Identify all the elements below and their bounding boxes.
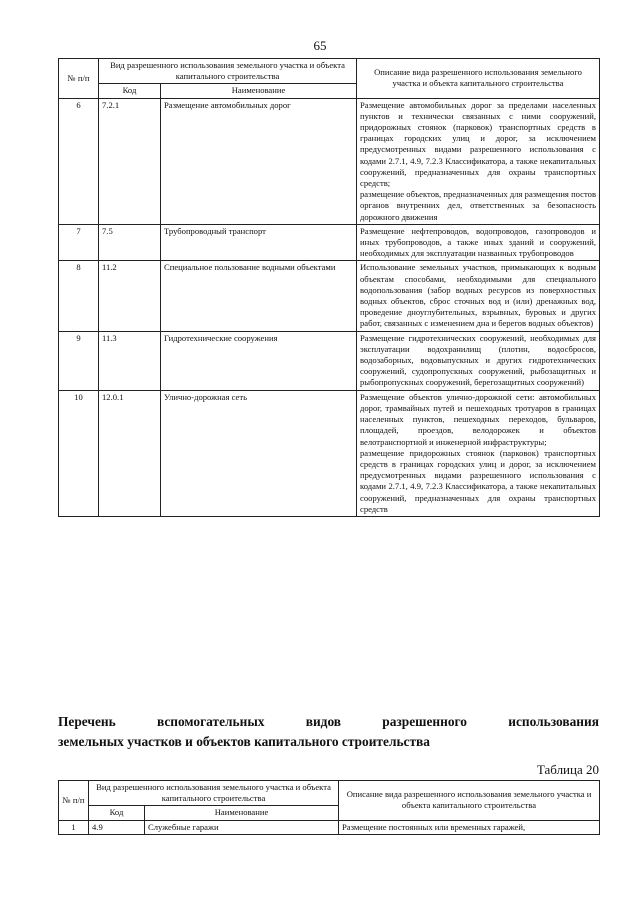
table-label: Таблица 20	[536, 762, 599, 777]
section-heading-line2: земельных участков и объектов капитального строительства	[58, 734, 430, 749]
row-code: 7.5	[99, 224, 161, 261]
description-paragraph: Размещение автомобильных дорог за пределами населенных пунктов и технически связанных с ними сооружений, придорожных стоянок (парковок) транспортных средств в границах городских улиц и дорог, за исключением предусмотренных видами разрешенного использования с кодами 2.7.1, 4.9, 7.2.3 Классификатора, а также некапитальных сооружений, предназначенных для охраны транспортных средств;	[360, 99, 596, 189]
header-name: Наименование	[145, 806, 339, 820]
table-row	[59, 820, 600, 834]
table-row	[59, 331, 600, 390]
description-paragraph: Размещение объектов улично-дорожной сети: автомобильных дорог, трамвайных путей и пешеходных тротуаров в границах населенных пунктов, пешеходных переходов, бульваров, площадей, проездов, велодорожек и объектов велотранспортной и инженерной инфраструктуры;	[360, 391, 596, 447]
description-paragraph: Размещение нефтепроводов, водопроводов, газопроводов и иных трубопроводов, а также иных зданий и сооружений, необходимых для эксплуатации названных трубопроводов	[360, 225, 596, 259]
row-name: Гидротехнические сооружения	[161, 331, 357, 390]
row-description	[357, 98, 600, 224]
table-row	[59, 261, 600, 331]
description-paragraph: Размещение гидротехнических сооружений, необходимых для эксплуатации водохранилищ (плотин, водосбросов, водозаборных, водовыпускных и других гидротехнических сооружений, судопропускных сооружений, рыбозащитных и рыбопропускных сооружений, берегозащитных сооружений)	[360, 332, 596, 388]
page-number: 65	[313, 38, 327, 53]
header-num: № п/п	[59, 59, 99, 99]
description-paragraph: Размещение постоянных или временных гаражей,	[342, 821, 526, 832]
row-description	[357, 261, 600, 331]
row-code: 11.2	[99, 261, 161, 331]
header-num: № п/п	[59, 781, 89, 821]
table-row	[59, 98, 600, 224]
header-description: Описание вида разрешенного использования земельного участка и объекта капитального строительства	[339, 781, 600, 821]
header-name: Наименование	[161, 84, 357, 98]
auxiliary-use-table	[58, 780, 600, 835]
row-num: 7	[59, 224, 99, 261]
row-name: Служебные гаражи	[145, 820, 339, 834]
row-code: 11.3	[99, 331, 161, 390]
row-num: 10	[59, 390, 99, 516]
header-group: Вид разрешенного использования земельного участка и объекта капитального строительства	[99, 59, 357, 84]
permitted-use-table	[58, 58, 600, 517]
row-num: 1	[59, 820, 89, 834]
section-heading-line1: Перечень вспомогательных видов разрешенного использования	[58, 714, 599, 729]
table-row	[59, 390, 600, 516]
description-paragraph: размещение придорожных стоянок (парковок) транспортных средств в границах городских улиц и дорог, за исключением предусмотренных видами разрешенного использования с кодами 2.7.1, 4.9, 7.2.3 Классификатора, а также некапитальных сооружений, предназначенных для охраны транспортных средств	[360, 447, 596, 514]
header-description: Описание вида разрешенного использования земельного участка и объекта капитального строительства	[357, 59, 600, 99]
row-num: 8	[59, 261, 99, 331]
row-num: 9	[59, 331, 99, 390]
row-description	[339, 820, 600, 834]
row-num: 6	[59, 98, 99, 224]
description-paragraph: размещение объектов, предназначенных для размещения постов органов внутренних дел, ответственных за безопасность дорожного движения	[360, 189, 596, 222]
row-name: Специальное пользование водными объектами	[161, 261, 357, 331]
row-name: Улично-дорожная сеть	[161, 390, 357, 516]
header-code: Код	[89, 806, 145, 820]
row-description	[357, 390, 600, 516]
section-heading	[58, 712, 599, 752]
description-paragraph: Использование земельных участков, примыкающих к водным объектам способами, необходимыми для специального водопользования (забор водных ресурсов из поверхностных водных объектов, сброс сточных вод и (или) дренажных вод, проведение дноуглубительных, взрывных, буровых и других работ, связанных с изменением дна и берегов водных объектов)	[360, 262, 596, 329]
row-code: 7.2.1	[99, 98, 161, 224]
table-row	[59, 224, 600, 261]
row-code: 4.9	[89, 820, 145, 834]
header-code: Код	[99, 84, 161, 98]
header-group: Вид разрешенного использования земельного участка и объекта капитального строительства	[89, 781, 339, 806]
row-description	[357, 224, 600, 261]
row-description	[357, 331, 600, 390]
row-name: Размещение автомобильных дорог	[161, 98, 357, 224]
row-name: Трубопроводный транспорт	[161, 224, 357, 261]
row-code: 12.0.1	[99, 390, 161, 516]
